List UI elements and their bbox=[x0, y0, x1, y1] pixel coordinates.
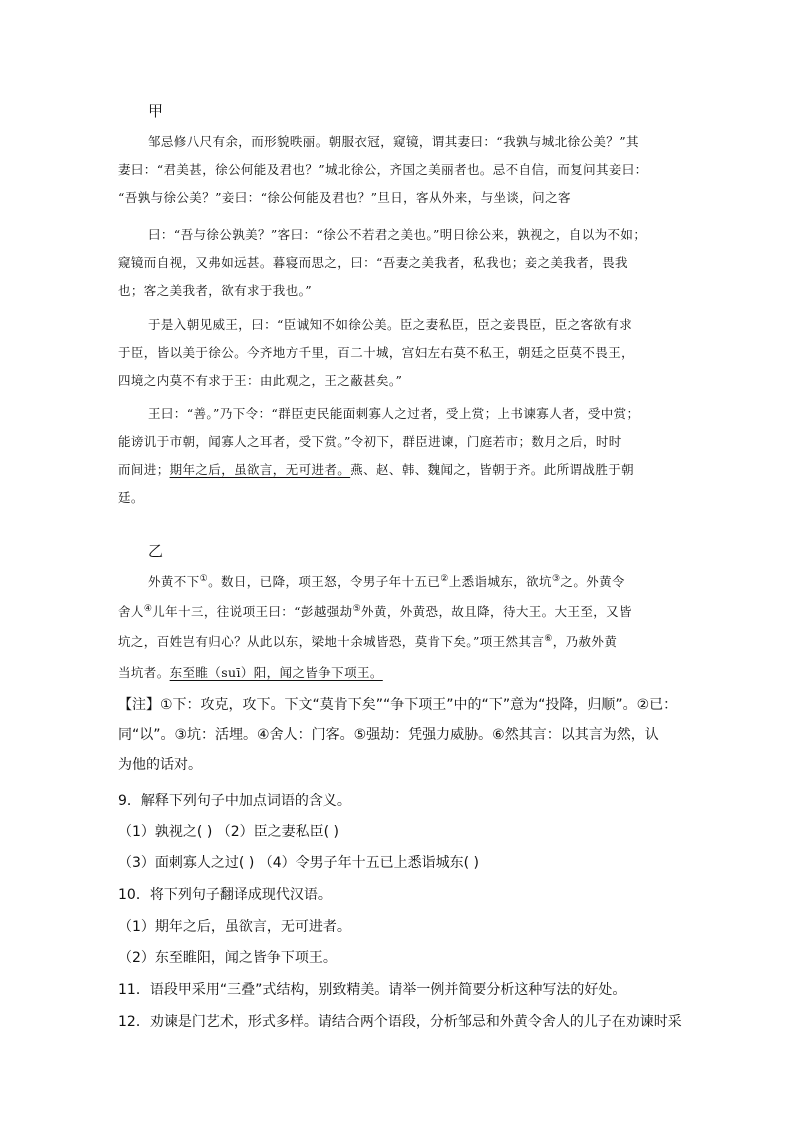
jia-line-7: 于是入朝见威王，曰：“臣诚知不如徐公美。臣之妻私臣，臣之妾畏臣，臣之客欲有求 bbox=[148, 317, 633, 332]
footnote-mark-3: ③ bbox=[551, 573, 561, 584]
jia-line-2: 妻曰：“君美甚，徐公何能及君也？”城北徐公，齐国之美丽者也。忌不自信，而复问其妾曰： bbox=[118, 162, 648, 177]
note-line-3: 为他的话对。 bbox=[118, 757, 202, 773]
footnote-mark-2: ② bbox=[440, 573, 449, 584]
jia-line-3: “吾孰与徐公美？”妾曰：“徐公何能及君也？”旦日，客从外来，与坐谈，问之客 bbox=[118, 190, 571, 205]
yi-text-c: 上悉诣城东，欲坑 bbox=[448, 574, 552, 589]
question-10-part-2: （2）东至睢阳，闻之皆争下项王。 bbox=[118, 950, 337, 966]
question-10-part-1: （1）期年之后，虽欲言，无可进者。 bbox=[118, 919, 351, 935]
jia-line-11: 能谤讥于市朝，闻寡人之耳者，受下赏。”令初下，群臣进谏，门庭若市；数月之后，时时 bbox=[118, 434, 622, 449]
footnote-mark-6: ⑥ bbox=[544, 633, 553, 644]
yi-text-j: 当坑者。 bbox=[118, 665, 170, 680]
yi-line-1 bbox=[148, 572, 625, 590]
jia-line-12 bbox=[118, 460, 634, 478]
question-9-parts-1-2: （1）孰视之( ) （2）臣之妻私臣( ) bbox=[118, 824, 340, 840]
jia-line-4: 曰：“吾与徐公孰美？”客曰：“徐公不若君之美也。”明日徐公来，孰视之，自以为不如； bbox=[148, 227, 647, 242]
yi-text-d: 之。外黄令 bbox=[560, 574, 625, 589]
yi-text-g: 外黄，外黄恐，故且降，待大王。大王至，又皆 bbox=[361, 604, 632, 619]
yi-text-f: 儿年十三，往说项王曰：“彭越强劫 bbox=[152, 604, 353, 619]
footnote-mark-4: ④ bbox=[143, 603, 153, 614]
yi-line-2 bbox=[118, 602, 632, 620]
jia-underlined-sentence: 期年之后，虽欲言，无可进者。 bbox=[169, 462, 351, 477]
yi-text-e: 舍人 bbox=[118, 604, 144, 619]
question-11: 11．语段甲采用“三叠”式结构，别致精美。请举一例并简要分析这种写法的好处。 bbox=[118, 982, 627, 998]
yi-text-h: 坑之，百姓岂有归心？从此以东，梁地十余城皆恐，莫肯下矣。”项王然其言 bbox=[118, 634, 545, 649]
question-9-parts-3-4: （3）面刺寡人之过( ) （4）令男子年十五已上悉诣城东( ) bbox=[118, 855, 480, 871]
yi-line-4 bbox=[118, 663, 383, 681]
question-9: 9．解释下列句子中加点词语的含义。 bbox=[118, 793, 351, 809]
jia-line-5: 窥镜而自视，又弗如远甚。暮寝而思之，曰：“吾妻之美我者，私我也；妾之美我者，畏我 bbox=[118, 255, 628, 270]
jia-line-12-c: 燕、赵、韩、魏闻之，皆朝于齐。此所谓战胜于朝 bbox=[350, 462, 635, 477]
footnote-mark-5: ⑤ bbox=[352, 603, 362, 614]
section-heading-yi: 乙 bbox=[148, 542, 164, 560]
jia-line-10: 王曰：“善。”乃下令：“群臣吏民能面刺寡人之过者，受上赏；上书谏寡人者，受中赏； bbox=[148, 406, 640, 421]
note-line-1: 【注】①下：攻克，攻下。下文“莫肯下矣”“争下项王”中的“下”意为“投降，归顺”。②已： bbox=[118, 697, 678, 713]
jia-line-6: 也；客之美我者，欲有求于我也。” bbox=[118, 283, 313, 298]
section-heading-jia: 甲 bbox=[148, 102, 164, 120]
jia-line-8: 于臣，皆以美于徐公。今齐地方千里，百二十城，宫妇左右莫不私王，朝廷之臣莫不畏王， bbox=[118, 345, 635, 360]
jia-line-9: 四境之内莫不有求于王：由此观之，王之蔽甚矣。” bbox=[118, 373, 403, 388]
jia-line-12-a: 而间进； bbox=[118, 462, 170, 477]
yi-underlined-sentence: 东至睢（suī）阳，闻之皆争下项王。 bbox=[169, 665, 383, 680]
yi-text-a: 外黄不下 bbox=[148, 574, 200, 589]
question-10: 10．将下列句子翻译成现代汉语。 bbox=[118, 887, 332, 903]
note-line-2: 同“以”。③坑：活埋。④舍人：门客。⑤强劫：凭强力威胁。⑥然其言：以其言为然，认 bbox=[118, 727, 659, 743]
jia-line-13: 廷。 bbox=[118, 490, 144, 505]
question-12: 12．劝谏是门艺术，形式多样。请结合两个语段，分析邹忌和外黄令舍人的儿子在劝谏时采 bbox=[118, 1014, 682, 1030]
footnote-mark-1: ① bbox=[199, 573, 209, 584]
yi-text-i: ，乃赦外黄 bbox=[552, 634, 618, 649]
yi-text-b: 。数日，已降，项王怒，令男子年十五已 bbox=[208, 574, 441, 589]
jia-line-1: 邹忌修八尺有余，而形貌昳丽。朝服衣冠，窥镜，谓其妻曰：“我孰与城北徐公美？”其 bbox=[148, 134, 639, 149]
yi-line-3 bbox=[118, 632, 617, 650]
